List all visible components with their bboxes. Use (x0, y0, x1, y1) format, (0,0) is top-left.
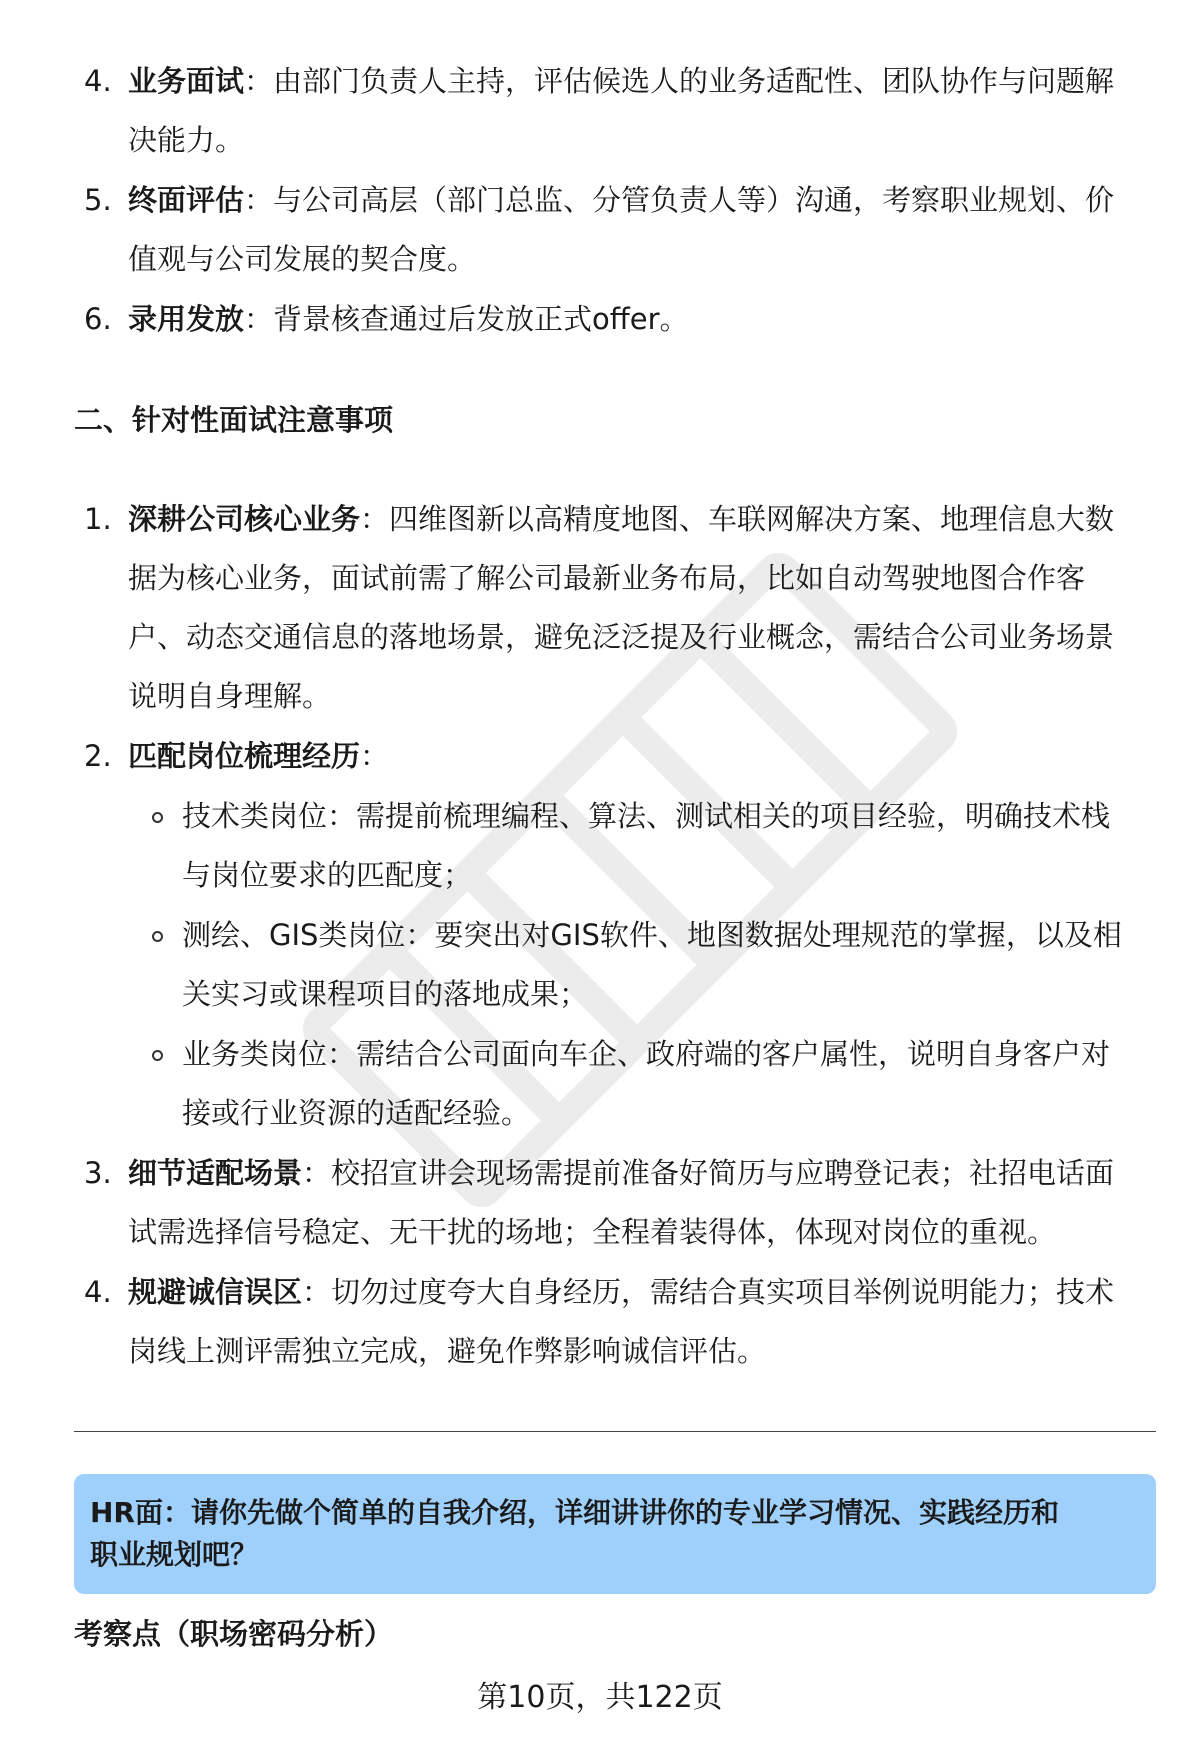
separator: ： (302, 1156, 332, 1190)
list-item-text: 切勿过度夸大自身经历，需结合真实项目举例说明能力；技术 (331, 1275, 1115, 1309)
sub-bullet-text: 与岗位要求的匹配度； (182, 858, 473, 892)
list-item-text: 说明自身理解。 (128, 679, 332, 713)
list-item-text: 校招宣讲会现场需提前准备好简历与应聘登记表；社招电话面 (331, 1156, 1115, 1190)
list-item-text: 由部门负责人主持，评估候选人的业务适配性、团队协作与问题解 (273, 64, 1115, 98)
list-item-text: 与公司高层（部门总监、分管负责人等）沟通，考察职业规划、价 (273, 183, 1115, 217)
list-number: 6. (84, 302, 112, 336)
question-line: HR面：请你先做个简单的自我介绍，详细讲讲你的专业学习情况、实践经历和 (90, 1496, 1059, 1529)
list-item-main-3 (0, 1144, 1200, 1262)
list-item-text: 试需选择信号稳定、无干扰的场地；全程着装得体，体现对岗位的重视。 (128, 1215, 1057, 1249)
sub-bullet-1 (0, 787, 1200, 905)
list-item-main-1 (0, 490, 1200, 726)
list-number: 2. (84, 739, 112, 773)
sub-bullet-text: 接或行业资源的适配经验。 (182, 1096, 531, 1130)
sub-bullet-text: 业务类岗位：需结合公司面向车企、政府端的客户属性，说明自身客户对 (182, 1037, 1111, 1071)
sub-bullet-text: 关实习或课程项目的落地成果； (182, 977, 589, 1011)
horizontal-divider (74, 1431, 1156, 1432)
list-item-text: 据为核心业务，面试前需了解公司最新业务布局，比如自动驾驶地图合作客 (128, 561, 1086, 595)
list-number: 5. (84, 183, 112, 217)
list-item-main-4 (0, 1263, 1200, 1381)
separator: ： (360, 739, 390, 773)
list-number: 3. (84, 1156, 112, 1190)
list-number: 1. (84, 502, 112, 536)
list-item-text: 户、动态交通信息的落地场景，避免泛泛提及行业概念，需结合公司业务场景 (128, 620, 1115, 654)
list-item-text: 四维图新以高精度地图、车联网解决方案、地理信息大数 (389, 502, 1115, 536)
analysis-heading: 考察点（职场密码分析） (74, 1617, 394, 1651)
list-item-title: 业务面试 (128, 64, 245, 98)
list-item-top-6 (0, 290, 1200, 349)
section-heading: 二、针对性面试注意事项 (74, 403, 394, 437)
list-item-text: 值观与公司发展的契合度。 (128, 242, 477, 276)
list-item-title: 深耕公司核心业务 (128, 502, 361, 536)
list-number: 4. (84, 64, 112, 98)
list-item-title: 匹配岗位梳理经历 (128, 739, 361, 773)
sub-bullet-3 (0, 1025, 1200, 1143)
question-text (90, 1492, 1130, 1576)
sub-bullet-2 (0, 906, 1200, 1024)
list-item-main-2 (0, 727, 1200, 786)
list-item-text: 背景核查通过后发放正式offer。 (273, 302, 689, 336)
list-item-top-4 (0, 52, 1200, 170)
separator: ： (244, 64, 274, 98)
separator: ： (244, 302, 274, 336)
separator: ： (302, 1275, 332, 1309)
list-item-title: 细节适配场景 (128, 1156, 303, 1190)
sub-bullet-text: 技术类岗位：需提前梳理编程、算法、测试相关的项目经验，明确技术栈 (182, 799, 1111, 833)
question-line: 职业规划吧？ (90, 1538, 259, 1571)
list-item-text: 岗线上测评需独立完成，避免作弊影响诚信评估。 (128, 1334, 767, 1368)
question-callout (74, 1474, 1156, 1594)
list-item-top-5 (0, 171, 1200, 289)
circle-bullet-icon (152, 931, 163, 942)
circle-bullet-icon (152, 1050, 163, 1061)
list-number: 4. (84, 1275, 112, 1309)
circle-bullet-icon (152, 812, 163, 823)
list-item-text: 决能力。 (128, 123, 245, 157)
separator: ： (360, 502, 390, 536)
separator: ： (244, 183, 274, 217)
list-item-title: 录用发放 (128, 302, 245, 336)
list-item-title: 终面评估 (128, 183, 245, 217)
list-item-title: 规避诚信误区 (128, 1275, 303, 1309)
sub-bullet-text: 测绘、GIS类岗位：要突出对GIS软件、地图数据处理规范的掌握，以及相 (182, 918, 1122, 952)
page-footer: 第10页，共122页 (477, 1680, 723, 1715)
